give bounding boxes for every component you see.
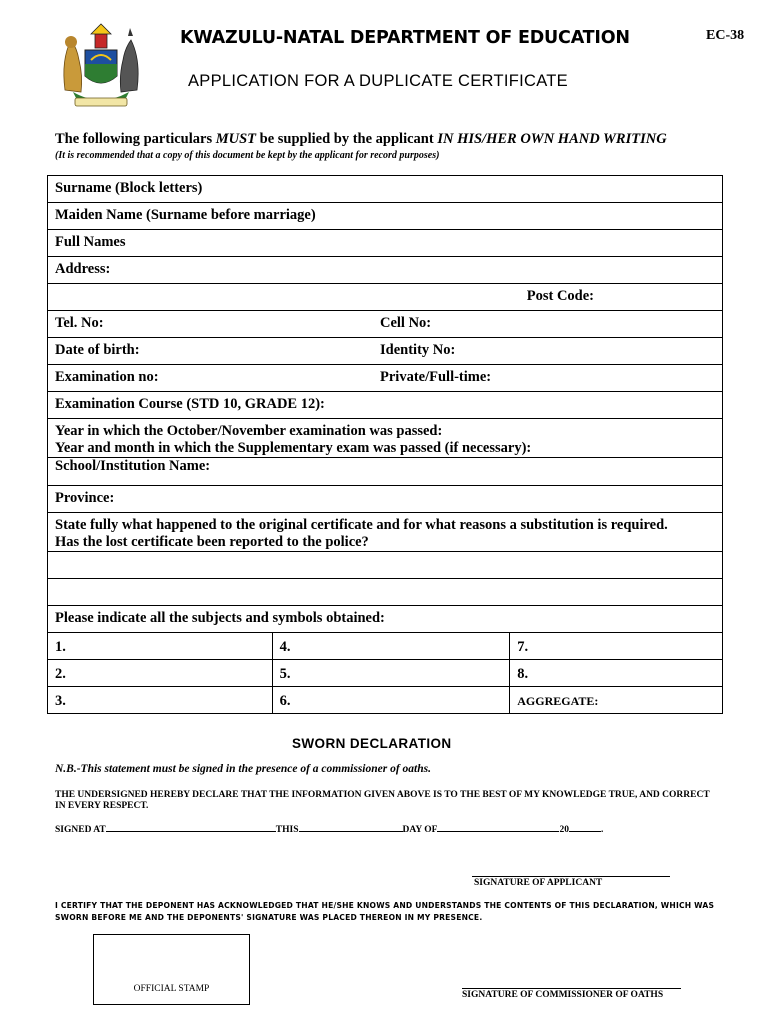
- certification-text: I CERTIFY THAT THE DEPONENT HAS ACKNOWLEDGED THAT HE/SHE KNOWS AND UNDERSTANDS THE CONTENTS OF THIS DECLARATION, WHICH WAS SWORN BEFORE ME AND THE DEPONENTS' SIGNATURE WAS PLACED THEREON IN MY PRESENCE.: [55, 901, 715, 922]
- subject-5[interactable]: 5.: [272, 660, 510, 687]
- month-input[interactable]: [437, 822, 559, 832]
- instruction-text: The following particulars MUST be supplied by the applicant IN HIS/HER OWN HAND WRITING: [55, 131, 667, 147]
- signed-at-line: SIGNED AT THIS DAY OF 20 .: [55, 822, 603, 835]
- declaration-text: THE UNDERSIGNED HEREBY DECLARE THAT THE INFORMATION GIVEN ABOVE IS TO THE BEST OF MY KNOWLEDGE TRUE, AND CORRECT IN EVERY RESPECT.: [55, 790, 710, 811]
- province-field[interactable]: Province:: [48, 486, 723, 513]
- full-names-field[interactable]: Full Names: [48, 230, 723, 257]
- official-stamp-label: OFFICIAL STAMP: [133, 984, 210, 994]
- applicant-signature-label: SIGNATURE OF APPLICANT: [474, 878, 603, 888]
- department-title: KWAZULU-NATAL DEPARTMENT OF EDUCATION: [180, 28, 630, 48]
- official-stamp-box[interactable]: [93, 934, 250, 1005]
- exam-course-field[interactable]: Examination Course (STD 10, GRADE 12):: [48, 392, 723, 419]
- subject-4[interactable]: 4.: [272, 633, 510, 660]
- subject-8[interactable]: 8.: [510, 660, 723, 687]
- id-number-field[interactable]: Identity No:: [380, 338, 723, 365]
- circumstances-blank-line-1[interactable]: [48, 552, 723, 579]
- signed-at-input[interactable]: [106, 822, 276, 832]
- post-code-field[interactable]: Post Code:: [48, 284, 723, 311]
- commissioner-signature-label: SIGNATURE OF COMMISSIONER OF OATHS: [462, 990, 664, 1000]
- subject-3[interactable]: 3.: [48, 687, 273, 714]
- subjects-heading: Please indicate all the subjects and symbols obtained:: [48, 606, 723, 633]
- subject-6[interactable]: 6.: [272, 687, 510, 714]
- dob-field[interactable]: Date of birth:: [48, 338, 381, 365]
- sworn-declaration-heading: SWORN DECLARATION: [292, 736, 452, 751]
- circumstances-blank-line-2[interactable]: [48, 579, 723, 606]
- aggregate-field[interactable]: AGGREGATE:: [510, 687, 723, 714]
- tel-field[interactable]: Tel. No:: [48, 311, 381, 338]
- cell-field[interactable]: Cell No:: [380, 311, 723, 338]
- exam-number-field[interactable]: Examination no:: [48, 365, 381, 392]
- year-input[interactable]: [569, 822, 601, 832]
- address-field[interactable]: Address:: [48, 257, 723, 284]
- maiden-name-field[interactable]: Maiden Name (Surname before marriage): [48, 203, 723, 230]
- private-fulltime-field[interactable]: Private/Full-time:: [380, 365, 723, 392]
- commissioner-signature-line[interactable]: [462, 988, 681, 989]
- circumstances-field[interactable]: State fully what happened to the original certificate and for what reasons a substitution is required. Has the lost certificate been reported to the police?: [48, 513, 723, 552]
- form-title: APPLICATION FOR A DUPLICATE CERTIFICATE: [188, 72, 568, 90]
- year-passed-field[interactable]: Year in which the October/November examination was passed: Year and month in which the Supplementary exam was passed (if necessary):: [48, 419, 723, 458]
- subject-2[interactable]: 2.: [48, 660, 273, 687]
- form-number: EC-38: [706, 28, 745, 43]
- applicant-signature-line[interactable]: [472, 876, 670, 877]
- commissioner-note: N.B.-This statement must be signed in the presence of a commissioner of oaths.: [55, 763, 432, 775]
- record-note: (It is recommended that a copy of this document be kept by the applicant for record purposes): [55, 150, 440, 161]
- surname-field[interactable]: Surname (Block letters): [48, 176, 723, 203]
- subject-7[interactable]: 7.: [510, 633, 723, 660]
- school-field[interactable]: School/Institution Name:: [48, 458, 723, 486]
- this-day-input[interactable]: [299, 822, 403, 832]
- application-form-table: [47, 175, 723, 714]
- coat-of-arms-logo: [55, 20, 147, 112]
- subject-1[interactable]: 1.: [48, 633, 273, 660]
